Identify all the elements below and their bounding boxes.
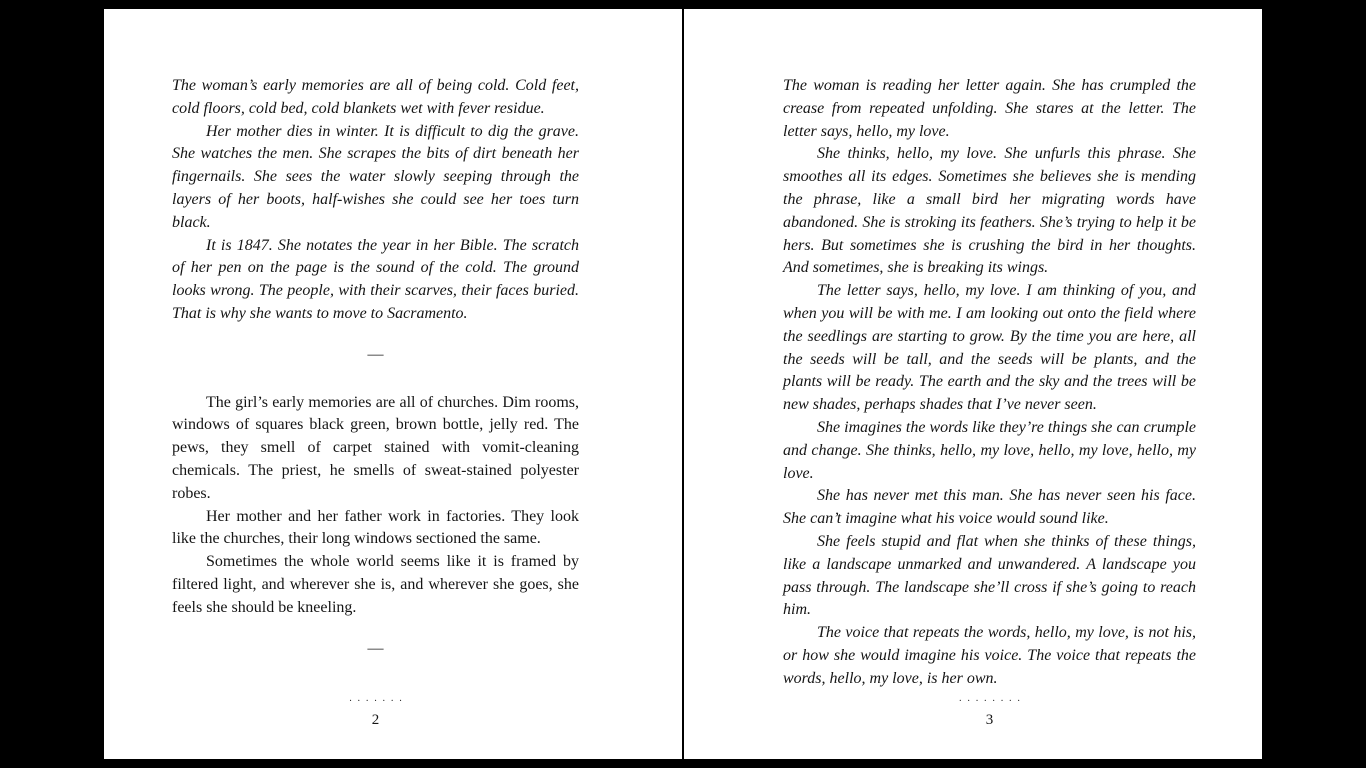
right-page-footer — [783, 697, 1196, 729]
section-end-dash: — — [367, 639, 384, 657]
right-italic-section — [783, 75, 1196, 691]
paragraph: The girl’s early memories are all of churches. Dim rooms, windows of squares black green, brown bottle, jelly red. The pews, they smell of carpet stained with vomit-cleaning chemicals. The priest, he smells of sweat-stained polyester robes. — [172, 393, 579, 502]
paragraph: She feels stupid and flat when she thinks of these things, like a landscape unmarked and unwandered. A landscape you pass through. The landscape she’ll cross if she’s going to reach him. — [783, 532, 1196, 619]
page-number: 2 — [371, 712, 380, 728]
page-right[interactable] — [684, 9, 1262, 759]
paragraph: The letter says, hello, my love. I am thinking of you, and when you will be with me. I am looking out onto the field where the seedlings are starting to grow. By the time you are here, all the seeds will be tall, and the seeds will be plants, and the plants will be ready. The earth and the sky and the trees will be new shades, perhaps shades that I’ve never seen. — [783, 282, 1196, 414]
left-page-footer — [172, 697, 579, 729]
paragraph: The voice that repeats the words, hello, my love, is not his, or how she would imagine his voice. The voice that repeats the words, hello, my love, is her own. — [783, 624, 1196, 687]
footer-dotted-rule: ········ — [958, 696, 1026, 707]
section-break-dash: — — [367, 345, 384, 363]
paragraph: Her mother dies in winter. It is difficult to dig the grave. She watches the men. She scrapes the bits of dirt beneath her fingernails. She sees the water slowly seeping through the layers of her boots, half-wishes she could see her toes turn black. — [172, 122, 579, 231]
page-left[interactable] — [104, 9, 682, 759]
footer-dotted-rule: ······· — [348, 696, 408, 707]
page-number: 3 — [985, 712, 994, 728]
paragraph: She imagines the words like they’re things she can crumple and change. She thinks, hello, my love, hello, my love, hello, my love. — [783, 418, 1196, 482]
paragraph: Her mother and her father work in factories. They look like the churches, their long windows sectioned the same. — [172, 507, 579, 548]
left-roman-section — [172, 392, 579, 620]
paragraph: Sometimes the whole world seems like it is framed by filtered light, and wherever she is, and wherever she goes, she feels she should be kneeling. — [172, 553, 579, 616]
paragraph: The woman’s early memories are all of being cold. Cold feet, cold floors, cold bed, cold blankets wet with fever residue. — [172, 77, 579, 117]
paragraph: It is 1847. She notates the year in her Bible. The scratch of her pen on the page is the sound of the cold. The ground looks wrong. The people, with their scarves, their faces buried. That is why she wants to move to Sacramento. — [172, 236, 579, 322]
paragraph: The woman is reading her letter again. She has crumpled the crease from repeated unfolding. She stares at the letter. The letter says, hello, my love. — [783, 77, 1196, 140]
paragraph: She has never met this man. She has never seen his face. She can’t imagine what his voice would sound like. — [783, 487, 1196, 528]
book-spread — [104, 9, 1262, 759]
paragraph: She thinks, hello, my love. She unfurls this phrase. She smoothes all its edges. Sometimes she believes she is mending the phrase, like a small bird her migrating words have abandoned. She is stroking its feathers. She’s trying to help it be hers. But sometimes she is crushing the bird in her thoughts. And sometimes, she is breaking its wings. — [783, 145, 1196, 277]
left-italic-section — [172, 75, 579, 326]
